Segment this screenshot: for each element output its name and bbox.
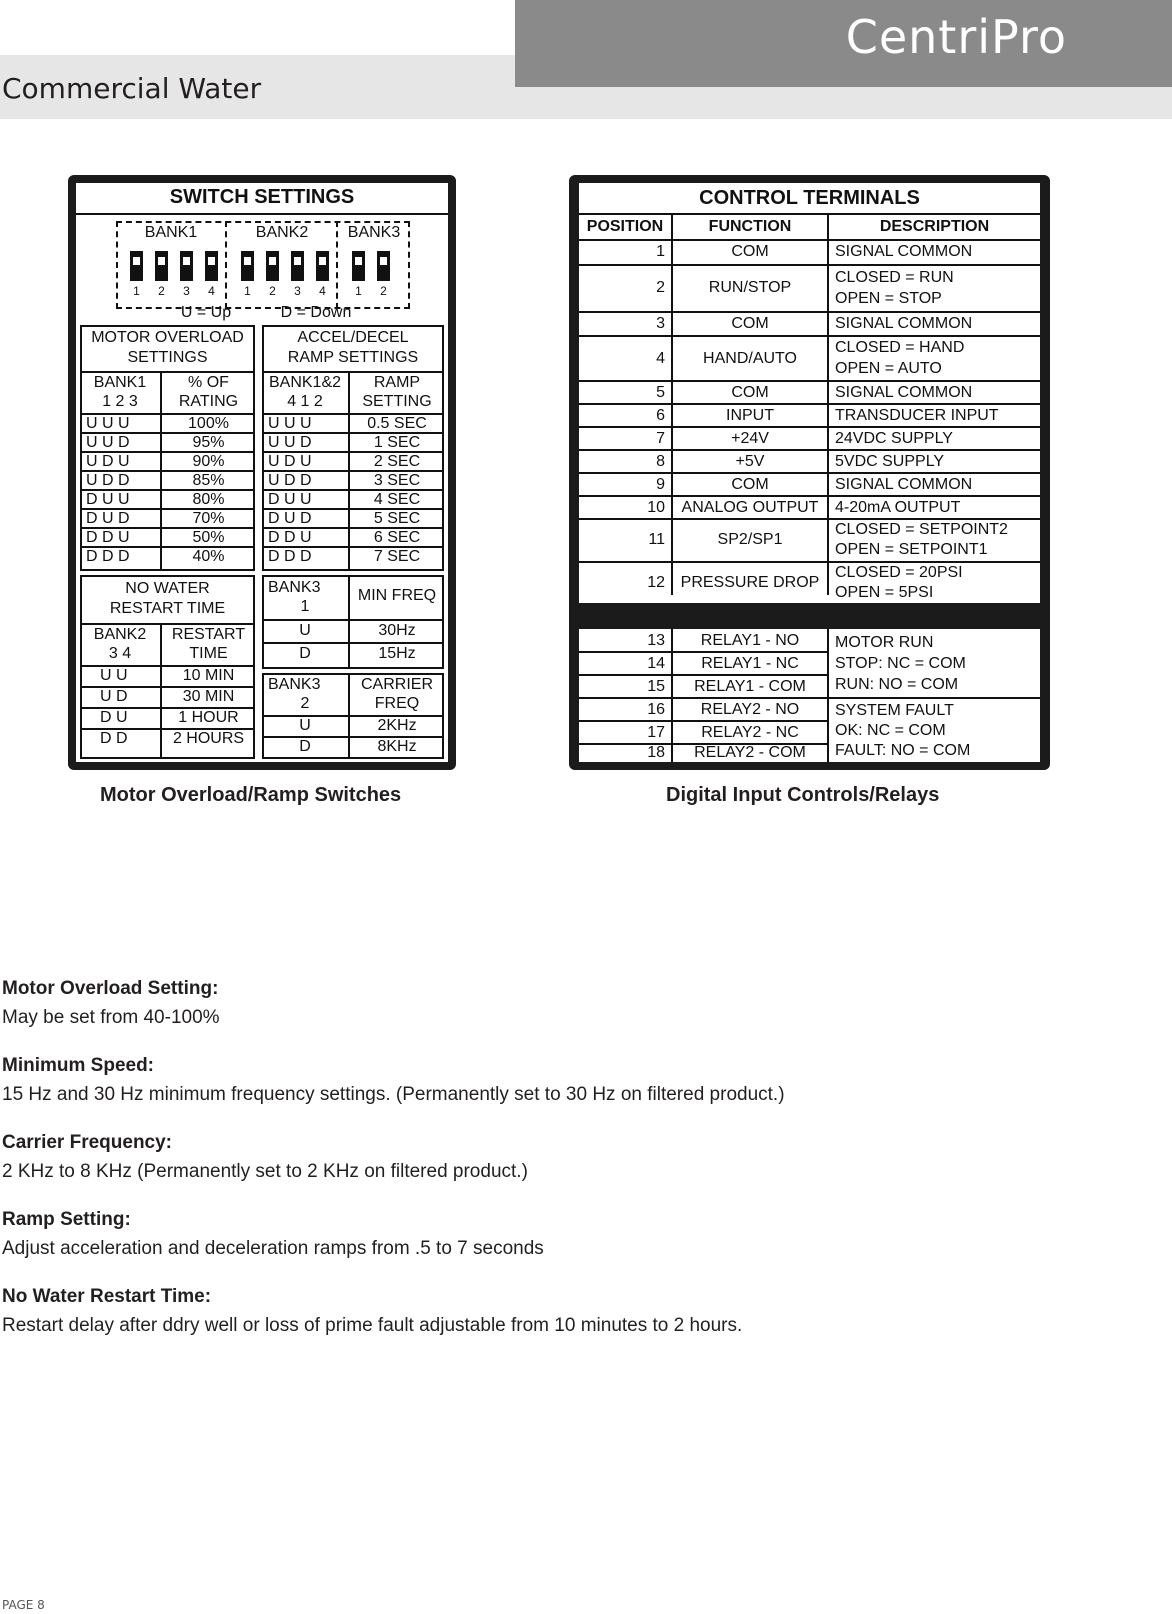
note-heading: No Water Restart Time: xyxy=(2,1286,212,1307)
table-cell: 3 SEC xyxy=(373,471,421,489)
position-cell: 3 xyxy=(656,315,665,332)
function-cell: COM xyxy=(731,475,769,493)
dip-switch[interactable] xyxy=(130,251,143,281)
function-cell: RELAY2 - NO xyxy=(700,700,800,718)
col-header-function: FUNCTION xyxy=(708,218,792,235)
table-cell: U xyxy=(299,622,311,639)
position-cell: 11 xyxy=(648,531,665,548)
table-cell: D D U xyxy=(86,528,130,546)
control-terminals-panel xyxy=(569,175,1050,770)
dip-switch[interactable] xyxy=(180,251,193,281)
table-cell: 15Hz xyxy=(378,645,416,662)
col-header: FREQ xyxy=(374,694,420,712)
relay2-description: FAULT: NO = COM xyxy=(835,742,971,759)
note-heading: Carrier Frequency: xyxy=(2,1132,173,1153)
dip-switch[interactable] xyxy=(316,251,329,281)
table-cell: 2 HOURS xyxy=(172,730,245,747)
col-header: % OF xyxy=(188,373,229,391)
table-cell: 2 SEC xyxy=(373,452,421,470)
no-water-subtitle: RESTART TIME xyxy=(109,600,226,617)
col-header: 1 2 3 xyxy=(102,392,138,410)
caption-left: Motor Overload/Ramp Switches xyxy=(100,784,402,806)
table-cell: D xyxy=(299,645,311,662)
table-cell: D U D xyxy=(86,509,130,527)
table-cell: 100% xyxy=(188,414,229,432)
function-cell: +5V xyxy=(735,452,765,470)
table-cell: 30Hz xyxy=(378,622,416,639)
table-cell: 7 SEC xyxy=(373,547,421,565)
description-cell: TRANSDUCER INPUT xyxy=(835,406,999,424)
dip-number: 1 xyxy=(355,284,362,298)
switch-settings-panel xyxy=(68,175,456,770)
description-cell: SIGNAL COMMON xyxy=(835,315,973,332)
dip-switch[interactable] xyxy=(352,251,365,281)
relay1-description: RUN: NO = COM xyxy=(835,675,959,693)
position-cell: 8 xyxy=(656,452,665,470)
motor-overload-title: MOTOR OVERLOAD xyxy=(91,329,244,346)
function-cell: ANALOG OUTPUT xyxy=(681,498,819,516)
brand-bar xyxy=(515,0,1172,87)
position-cell: 7 xyxy=(656,429,665,447)
position-cell: 9 xyxy=(656,475,665,493)
description-cell: SIGNAL COMMON xyxy=(835,243,973,260)
table-cell: 8KHz xyxy=(377,738,417,755)
note-text: 2 KHz to 8 KHz (Permanently set to 2 KHz on filtered product.) xyxy=(2,1161,528,1182)
col-header-position: POSITION xyxy=(586,218,664,235)
table-cell: U D xyxy=(100,688,128,705)
table-cell: 4 SEC xyxy=(373,490,421,508)
position-cell: 2 xyxy=(656,279,665,296)
dip-switch[interactable] xyxy=(266,251,279,281)
table-cell: D D xyxy=(100,730,128,747)
function-cell: RELAY1 - NC xyxy=(701,654,799,672)
position-cell: 17 xyxy=(647,723,665,741)
motor-overload-subtitle: SETTINGS xyxy=(127,349,208,366)
position-cell: 4 xyxy=(656,349,665,367)
position-cell: 15 xyxy=(647,677,665,695)
note-heading: Ramp Setting: xyxy=(2,1209,131,1230)
description-cell: OPEN = STOP xyxy=(835,289,942,307)
position-cell: 12 xyxy=(647,574,665,591)
function-cell: RELAY2 - COM xyxy=(694,744,806,761)
note-text: May be set from 40-100% xyxy=(2,1007,220,1028)
note-text: Adjust acceleration and deceleration ramps from .5 to 7 seconds xyxy=(2,1238,544,1259)
legend-down: D = Down xyxy=(280,304,352,321)
dip-number: 4 xyxy=(319,284,326,298)
table-cell: 50% xyxy=(192,528,225,546)
position-cell: 16 xyxy=(647,700,665,718)
table-cell: 6 SEC xyxy=(373,528,421,546)
function-cell: +24V xyxy=(731,429,769,447)
switch-settings-title: SWITCH SETTINGS xyxy=(169,185,355,208)
ramp-subtitle: RAMP SETTINGS xyxy=(287,349,419,366)
col-header: 1 xyxy=(300,598,310,615)
table-cell: 90% xyxy=(192,452,225,470)
table-cell: U D U xyxy=(268,452,312,470)
bank2-label: BANK2 xyxy=(255,224,309,241)
no-water-title: NO WATER xyxy=(125,580,210,597)
col-header: RESTART xyxy=(171,625,246,643)
note-heading: Motor Overload Setting: xyxy=(2,978,219,999)
dip-switch[interactable] xyxy=(291,251,304,281)
page-number: PAGE 8 xyxy=(2,1598,45,1612)
dip-number: 1 xyxy=(244,284,251,298)
col-header: MIN FREQ xyxy=(357,587,437,604)
description-cell: CLOSED = SETPOINT2 xyxy=(835,521,1008,538)
dip-number: 4 xyxy=(208,284,215,298)
table-cell: 1 SEC xyxy=(373,433,421,451)
table-cell: 80% xyxy=(192,490,225,508)
table-cell: 40% xyxy=(192,547,225,565)
table-cell: D U U xyxy=(86,490,130,508)
col-header: 3 4 xyxy=(108,644,132,662)
function-cell: RELAY1 - NO xyxy=(700,631,800,649)
caption-right: Digital Input Controls/Relays xyxy=(666,784,940,806)
legend-up: U = Up xyxy=(180,304,232,321)
function-cell: COM xyxy=(731,383,769,401)
description-cell: SIGNAL COMMON xyxy=(835,475,973,493)
position-cell: 6 xyxy=(656,406,665,424)
switch-settings-body xyxy=(76,183,448,762)
table-cell: 1 HOUR xyxy=(178,709,239,726)
col-header: RATING xyxy=(178,392,239,410)
position-cell: 5 xyxy=(656,383,665,401)
table-cell: U xyxy=(299,717,311,734)
col-header: TIME xyxy=(189,644,228,662)
table-cell: 85% xyxy=(192,471,225,489)
table-cell: D D D xyxy=(268,547,312,565)
col-header: BANK2 xyxy=(93,625,147,643)
col-header: 4 1 2 xyxy=(287,392,323,410)
col-header: BANK1&2 xyxy=(268,373,342,391)
description-cell: OPEN = AUTO xyxy=(835,359,942,377)
table-cell: U U D xyxy=(268,433,312,451)
dip-number: 2 xyxy=(269,284,276,298)
table-cell: 30 MIN xyxy=(182,688,235,705)
position-cell: 18 xyxy=(647,744,665,761)
col-header: CARRIER xyxy=(360,675,433,693)
col-header: BANK1 xyxy=(93,373,147,391)
position-cell: 14 xyxy=(647,654,665,672)
table-cell: D D U xyxy=(268,528,312,546)
table-cell: 0.5 SEC xyxy=(367,414,427,432)
function-cell: COM xyxy=(731,315,769,332)
description-cell: CLOSED = HAND xyxy=(835,338,965,356)
table-cell: D D D xyxy=(86,547,130,565)
brand-logo: CentriPro xyxy=(845,10,1067,64)
note-text: Restart delay after ddry well or loss of prime fault adjustable from 10 minutes to 2 hours. xyxy=(2,1315,743,1336)
table-cell: D U D xyxy=(268,509,312,527)
dip-number: 3 xyxy=(294,284,301,298)
dip-number: 1 xyxy=(133,284,140,298)
table-cell: 10 MIN xyxy=(182,667,235,684)
table-cell: U U xyxy=(100,667,128,684)
dip-number: 2 xyxy=(158,284,165,298)
col-header: RAMP xyxy=(373,373,421,391)
col-header: BANK3 xyxy=(268,579,321,596)
ramp-title: ACCEL/DECEL xyxy=(297,329,409,346)
bank3-label: BANK3 xyxy=(347,224,401,241)
dip-number: 3 xyxy=(183,284,190,298)
note-heading: Minimum Speed: xyxy=(2,1055,155,1076)
table-cell: U U D xyxy=(86,433,130,451)
section-title: Commercial Water xyxy=(2,72,262,105)
table-cell: D xyxy=(299,738,311,755)
table-cell: 2KHz xyxy=(377,717,417,734)
function-cell: RELAY1 - COM xyxy=(694,677,806,695)
table-cell: U D D xyxy=(268,471,312,489)
function-cell: INPUT xyxy=(726,406,774,424)
col-header: 2 xyxy=(300,694,310,712)
position-cell: 1 xyxy=(656,243,665,260)
relay2-description: SYSTEM FAULT xyxy=(835,702,954,719)
bank1-label: BANK1 xyxy=(144,224,198,241)
relay2-description: OK: NC = COM xyxy=(835,722,946,739)
description-cell: SIGNAL COMMON xyxy=(835,383,973,401)
function-cell: HAND/AUTO xyxy=(703,349,797,367)
description-cell: 24VDC SUPPLY xyxy=(835,429,953,447)
table-cell: 5 SEC xyxy=(373,509,421,527)
table-cell: U D U xyxy=(86,452,130,470)
col-header: BANK3 xyxy=(268,675,321,693)
table-cell: U U U xyxy=(86,414,130,432)
dip-switch[interactable] xyxy=(155,251,168,281)
table-cell: D U xyxy=(100,709,128,726)
table-cell: U D D xyxy=(86,471,130,489)
description-cell: CLOSED = 20PSI xyxy=(835,564,963,581)
separator-band xyxy=(579,603,1040,629)
dip-switch[interactable] xyxy=(377,251,390,281)
control-terminals-body xyxy=(579,183,1040,762)
table-cell: 95% xyxy=(192,433,225,451)
control-terminals-title: CONTROL TERMINALS xyxy=(699,186,920,209)
description-cell: OPEN = SETPOINT1 xyxy=(835,541,988,558)
dip-switch[interactable] xyxy=(241,251,254,281)
position-cell: 10 xyxy=(647,498,665,516)
relay1-description: MOTOR RUN xyxy=(835,633,934,651)
relay1-description: STOP: NC = COM xyxy=(835,654,966,672)
table-cell: U U U xyxy=(268,414,312,432)
function-cell: COM xyxy=(731,243,769,260)
function-cell: PRESSURE DROP xyxy=(680,574,820,591)
col-header-description: DESCRIPTION xyxy=(879,218,990,235)
function-cell: RUN/STOP xyxy=(708,279,792,296)
position-cell: 13 xyxy=(647,631,665,649)
description-cell: 5VDC SUPPLY xyxy=(835,452,945,470)
col-header: SETTING xyxy=(362,392,432,410)
description-cell: 4-20mA OUTPUT xyxy=(835,498,961,516)
dip-number: 2 xyxy=(380,284,387,298)
table-cell: D U U xyxy=(268,490,312,508)
description-cell: CLOSED = RUN xyxy=(835,268,954,286)
note-text: 15 Hz and 30 Hz minimum frequency settings. (Permanently set to 30 Hz on filtered product.) xyxy=(2,1084,785,1105)
description-cell: OPEN = 5PSI xyxy=(835,584,934,601)
function-cell: RELAY2 - NC xyxy=(701,723,799,741)
function-cell: SP2/SP1 xyxy=(717,531,783,548)
dip-switch[interactable] xyxy=(205,251,218,281)
table-cell: 70% xyxy=(192,509,225,527)
